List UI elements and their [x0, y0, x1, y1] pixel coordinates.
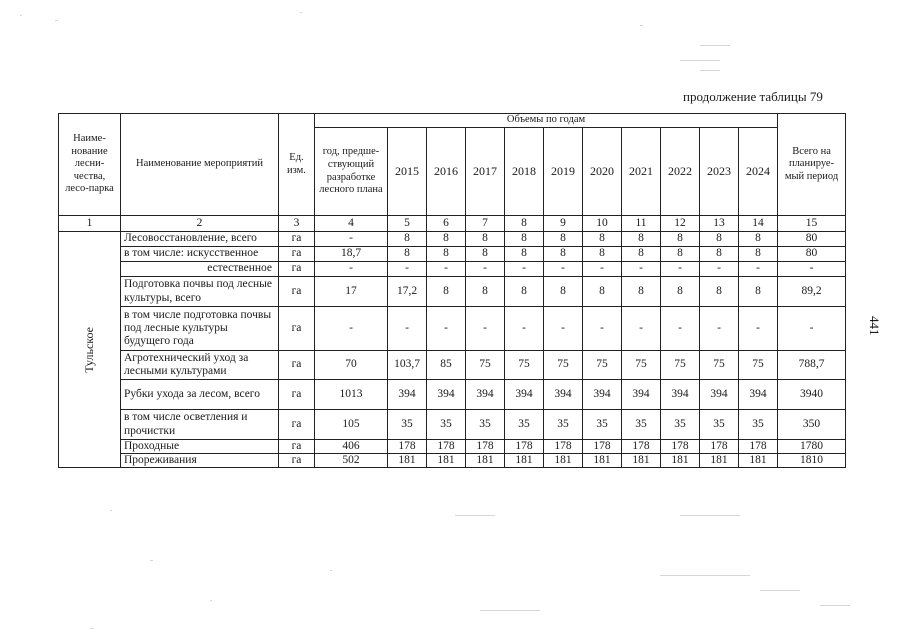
- unit-cell: га: [279, 454, 315, 468]
- header-prev-year: год, предше-ствующий разработке лесного плана: [315, 128, 388, 216]
- year-value-cell: -: [700, 307, 739, 351]
- year-value-cell: -: [427, 307, 466, 351]
- header-year-2022: 2022: [661, 128, 700, 216]
- unit-cell: га: [279, 440, 315, 454]
- year-value-cell: 394: [583, 380, 622, 410]
- year-value-cell: 178: [466, 440, 505, 454]
- unit-cell: га: [279, 232, 315, 247]
- year-value-cell: 8: [700, 232, 739, 247]
- unit-cell: га: [279, 380, 315, 410]
- scan-speck: [660, 575, 750, 576]
- header-year-2020: 2020: [583, 128, 622, 216]
- prev-year-cell: 70: [315, 351, 388, 380]
- year-value-cell: 75: [544, 351, 583, 380]
- year-value-cell: 181: [622, 454, 661, 468]
- year-value-cell: 8: [661, 247, 700, 262]
- table-row: [59, 454, 846, 468]
- year-value-cell: 178: [739, 440, 778, 454]
- total-cell: -: [778, 262, 846, 277]
- scan-speck: [150, 560, 153, 561]
- year-value-cell: 8: [427, 277, 466, 307]
- year-value-cell: 35: [388, 410, 427, 440]
- activity-name: в том числе: искусственное: [121, 247, 279, 262]
- year-value-cell: -: [466, 307, 505, 351]
- header-volumes-by-year: Объемы по годам: [315, 114, 778, 128]
- activity-name: естественное: [121, 262, 279, 277]
- table-row: [59, 277, 846, 307]
- year-value-cell: 75: [700, 351, 739, 380]
- year-value-cell: 8: [544, 232, 583, 247]
- column-number: 6: [427, 216, 466, 232]
- year-value-cell: 103,7: [388, 351, 427, 380]
- year-value-cell: 394: [388, 380, 427, 410]
- total-cell: 80: [778, 232, 846, 247]
- table-row: [59, 247, 846, 262]
- year-value-cell: -: [661, 307, 700, 351]
- year-value-cell: 181: [661, 454, 700, 468]
- year-value-cell: 181: [427, 454, 466, 468]
- table-row: [59, 410, 846, 440]
- year-value-cell: -: [661, 262, 700, 277]
- total-cell: 1810: [778, 454, 846, 468]
- year-value-cell: 394: [505, 380, 544, 410]
- year-value-cell: 8: [505, 277, 544, 307]
- column-number: 9: [544, 216, 583, 232]
- header-unit: Ед. изм.: [279, 114, 315, 216]
- column-number: 5: [388, 216, 427, 232]
- header-total: Всего на планируе-мый период: [778, 114, 846, 216]
- column-number: 14: [739, 216, 778, 232]
- year-value-cell: 75: [505, 351, 544, 380]
- column-number: 2: [121, 216, 279, 232]
- unit-cell: га: [279, 277, 315, 307]
- year-value-cell: 8: [583, 247, 622, 262]
- year-value-cell: 181: [583, 454, 622, 468]
- year-value-cell: 8: [427, 247, 466, 262]
- prev-year-cell: 1013: [315, 380, 388, 410]
- year-value-cell: -: [739, 307, 778, 351]
- year-value-cell: -: [622, 262, 661, 277]
- forestry-name: Тульское: [81, 326, 96, 373]
- table-caption: продолжение таблицы 79: [683, 89, 823, 104]
- activity-name: Агротехнический уход за лесными культурами: [121, 351, 279, 380]
- activity-name: Проходные: [121, 440, 279, 454]
- year-value-cell: 8: [739, 232, 778, 247]
- total-cell: -: [778, 307, 846, 351]
- year-value-cell: 35: [466, 410, 505, 440]
- scan-speck: [700, 70, 720, 71]
- year-value-cell: 75: [583, 351, 622, 380]
- column-number: 11: [622, 216, 661, 232]
- column-number: 13: [700, 216, 739, 232]
- year-value-cell: 85: [427, 351, 466, 380]
- year-value-cell: 178: [505, 440, 544, 454]
- year-value-cell: 394: [466, 380, 505, 410]
- year-value-cell: -: [505, 307, 544, 351]
- column-number: 1: [59, 216, 121, 232]
- year-value-cell: 181: [505, 454, 544, 468]
- unit-cell: га: [279, 410, 315, 440]
- column-number: 12: [661, 216, 700, 232]
- scan-speck: [480, 610, 540, 611]
- scan-speck: [820, 605, 850, 606]
- header-year-2019: 2019: [544, 128, 583, 216]
- header-year-2016: 2016: [427, 128, 466, 216]
- year-value-cell: 8: [466, 247, 505, 262]
- header-forestry: Наиме-нование лесни-чества, лесо-парка: [59, 114, 121, 216]
- year-value-cell: 75: [739, 351, 778, 380]
- year-value-cell: 17,2: [388, 277, 427, 307]
- year-value-cell: -: [622, 307, 661, 351]
- total-cell: 80: [778, 247, 846, 262]
- activity-name: в том числе осветления и прочистки: [121, 410, 279, 440]
- year-value-cell: 35: [505, 410, 544, 440]
- total-cell: 350: [778, 410, 846, 440]
- year-value-cell: 178: [427, 440, 466, 454]
- year-value-cell: 181: [544, 454, 583, 468]
- scan-speck: [110, 510, 112, 511]
- header-year-2018: 2018: [505, 128, 544, 216]
- table-row: [59, 262, 846, 277]
- scan-speck: [330, 570, 332, 571]
- year-value-cell: 8: [544, 277, 583, 307]
- page-number: 441: [867, 316, 882, 336]
- year-value-cell: -: [388, 262, 427, 277]
- forest-activities-table: [58, 113, 846, 468]
- year-value-cell: 178: [544, 440, 583, 454]
- unit-cell: га: [279, 247, 315, 262]
- year-value-cell: 75: [622, 351, 661, 380]
- prev-year-cell: 18,7: [315, 247, 388, 262]
- year-value-cell: 8: [622, 277, 661, 307]
- scan-speck: [640, 25, 643, 26]
- year-value-cell: 8: [661, 277, 700, 307]
- year-value-cell: 35: [427, 410, 466, 440]
- activity-name: Лесовосстановление, всего: [121, 232, 279, 247]
- year-value-cell: -: [583, 262, 622, 277]
- activity-name: Прореживания: [121, 454, 279, 468]
- year-value-cell: 35: [583, 410, 622, 440]
- total-cell: 788,7: [778, 351, 846, 380]
- scan-speck: [300, 12, 302, 13]
- year-value-cell: 35: [544, 410, 583, 440]
- year-value-cell: 178: [583, 440, 622, 454]
- year-value-cell: 394: [622, 380, 661, 410]
- year-value-cell: 75: [466, 351, 505, 380]
- year-value-cell: 8: [388, 247, 427, 262]
- total-cell: 1780: [778, 440, 846, 454]
- year-value-cell: -: [427, 262, 466, 277]
- prev-year-cell: 502: [315, 454, 388, 468]
- table-row: [59, 380, 846, 410]
- year-value-cell: 8: [661, 232, 700, 247]
- year-value-cell: 8: [427, 232, 466, 247]
- column-number: 15: [778, 216, 846, 232]
- scan-speck: [700, 45, 730, 46]
- year-value-cell: 35: [661, 410, 700, 440]
- activity-name: Подготовка почвы под лесные культуры, всего: [121, 277, 279, 307]
- year-value-cell: 178: [622, 440, 661, 454]
- forestry-name-cell: [59, 232, 121, 468]
- scan-speck: [680, 515, 740, 516]
- header-year-2023: 2023: [700, 128, 739, 216]
- year-value-cell: 8: [388, 232, 427, 247]
- column-number: 4: [315, 216, 388, 232]
- year-value-cell: -: [388, 307, 427, 351]
- year-value-cell: 8: [583, 232, 622, 247]
- total-cell: 3940: [778, 380, 846, 410]
- year-value-cell: -: [700, 262, 739, 277]
- year-value-cell: 35: [622, 410, 661, 440]
- prev-year-cell: -: [315, 307, 388, 351]
- year-value-cell: 8: [583, 277, 622, 307]
- table-row: [59, 307, 846, 351]
- year-value-cell: 8: [739, 277, 778, 307]
- year-value-cell: 35: [700, 410, 739, 440]
- year-value-cell: -: [739, 262, 778, 277]
- prev-year-cell: -: [315, 232, 388, 247]
- prev-year-cell: 17: [315, 277, 388, 307]
- year-value-cell: 394: [661, 380, 700, 410]
- year-value-cell: 8: [505, 247, 544, 262]
- year-value-cell: 8: [505, 232, 544, 247]
- year-value-cell: 394: [544, 380, 583, 410]
- column-number: 10: [583, 216, 622, 232]
- year-value-cell: 178: [661, 440, 700, 454]
- total-cell: 89,2: [778, 277, 846, 307]
- year-value-cell: 394: [427, 380, 466, 410]
- scan-speck: [455, 515, 495, 516]
- year-value-cell: 8: [622, 247, 661, 262]
- prev-year-cell: 406: [315, 440, 388, 454]
- year-value-cell: 178: [388, 440, 427, 454]
- year-value-cell: 394: [700, 380, 739, 410]
- year-value-cell: 35: [739, 410, 778, 440]
- unit-cell: га: [279, 351, 315, 380]
- scan-speck: [55, 20, 58, 21]
- year-value-cell: 8: [544, 247, 583, 262]
- prev-year-cell: 105: [315, 410, 388, 440]
- year-value-cell: 394: [739, 380, 778, 410]
- year-value-cell: 75: [661, 351, 700, 380]
- column-number: 3: [279, 216, 315, 232]
- year-value-cell: -: [544, 262, 583, 277]
- year-value-cell: 8: [700, 277, 739, 307]
- year-value-cell: 181: [388, 454, 427, 468]
- activity-name: в том числе подготовка почвы под лесные культуры будущего года: [121, 307, 279, 351]
- year-value-cell: 8: [466, 277, 505, 307]
- year-value-cell: 181: [700, 454, 739, 468]
- year-value-cell: 181: [739, 454, 778, 468]
- header-year-2024: 2024: [739, 128, 778, 216]
- table-row: [59, 440, 846, 454]
- year-value-cell: -: [544, 307, 583, 351]
- header-year-2015: 2015: [388, 128, 427, 216]
- year-value-cell: 178: [700, 440, 739, 454]
- year-value-cell: -: [505, 262, 544, 277]
- prev-year-cell: -: [315, 262, 388, 277]
- year-value-cell: 8: [466, 232, 505, 247]
- unit-cell: га: [279, 307, 315, 351]
- year-value-cell: 181: [466, 454, 505, 468]
- year-value-cell: -: [466, 262, 505, 277]
- scan-speck: [90, 628, 93, 629]
- header-activity: Наименование мероприятий: [121, 114, 279, 216]
- table-row: [59, 232, 846, 247]
- unit-cell: га: [279, 262, 315, 277]
- header-year-2021: 2021: [622, 128, 661, 216]
- column-number: 8: [505, 216, 544, 232]
- table-row: [59, 351, 846, 380]
- year-value-cell: 8: [739, 247, 778, 262]
- activity-name: Рубки ухода за лесом, всего: [121, 380, 279, 410]
- scan-speck: [760, 590, 800, 591]
- scan-speck: [20, 15, 22, 16]
- scan-speck: [210, 600, 212, 601]
- year-value-cell: 8: [700, 247, 739, 262]
- year-value-cell: -: [583, 307, 622, 351]
- column-number: 7: [466, 216, 505, 232]
- year-value-cell: 8: [622, 232, 661, 247]
- scan-speck: [680, 60, 720, 61]
- header-year-2017: 2017: [466, 128, 505, 216]
